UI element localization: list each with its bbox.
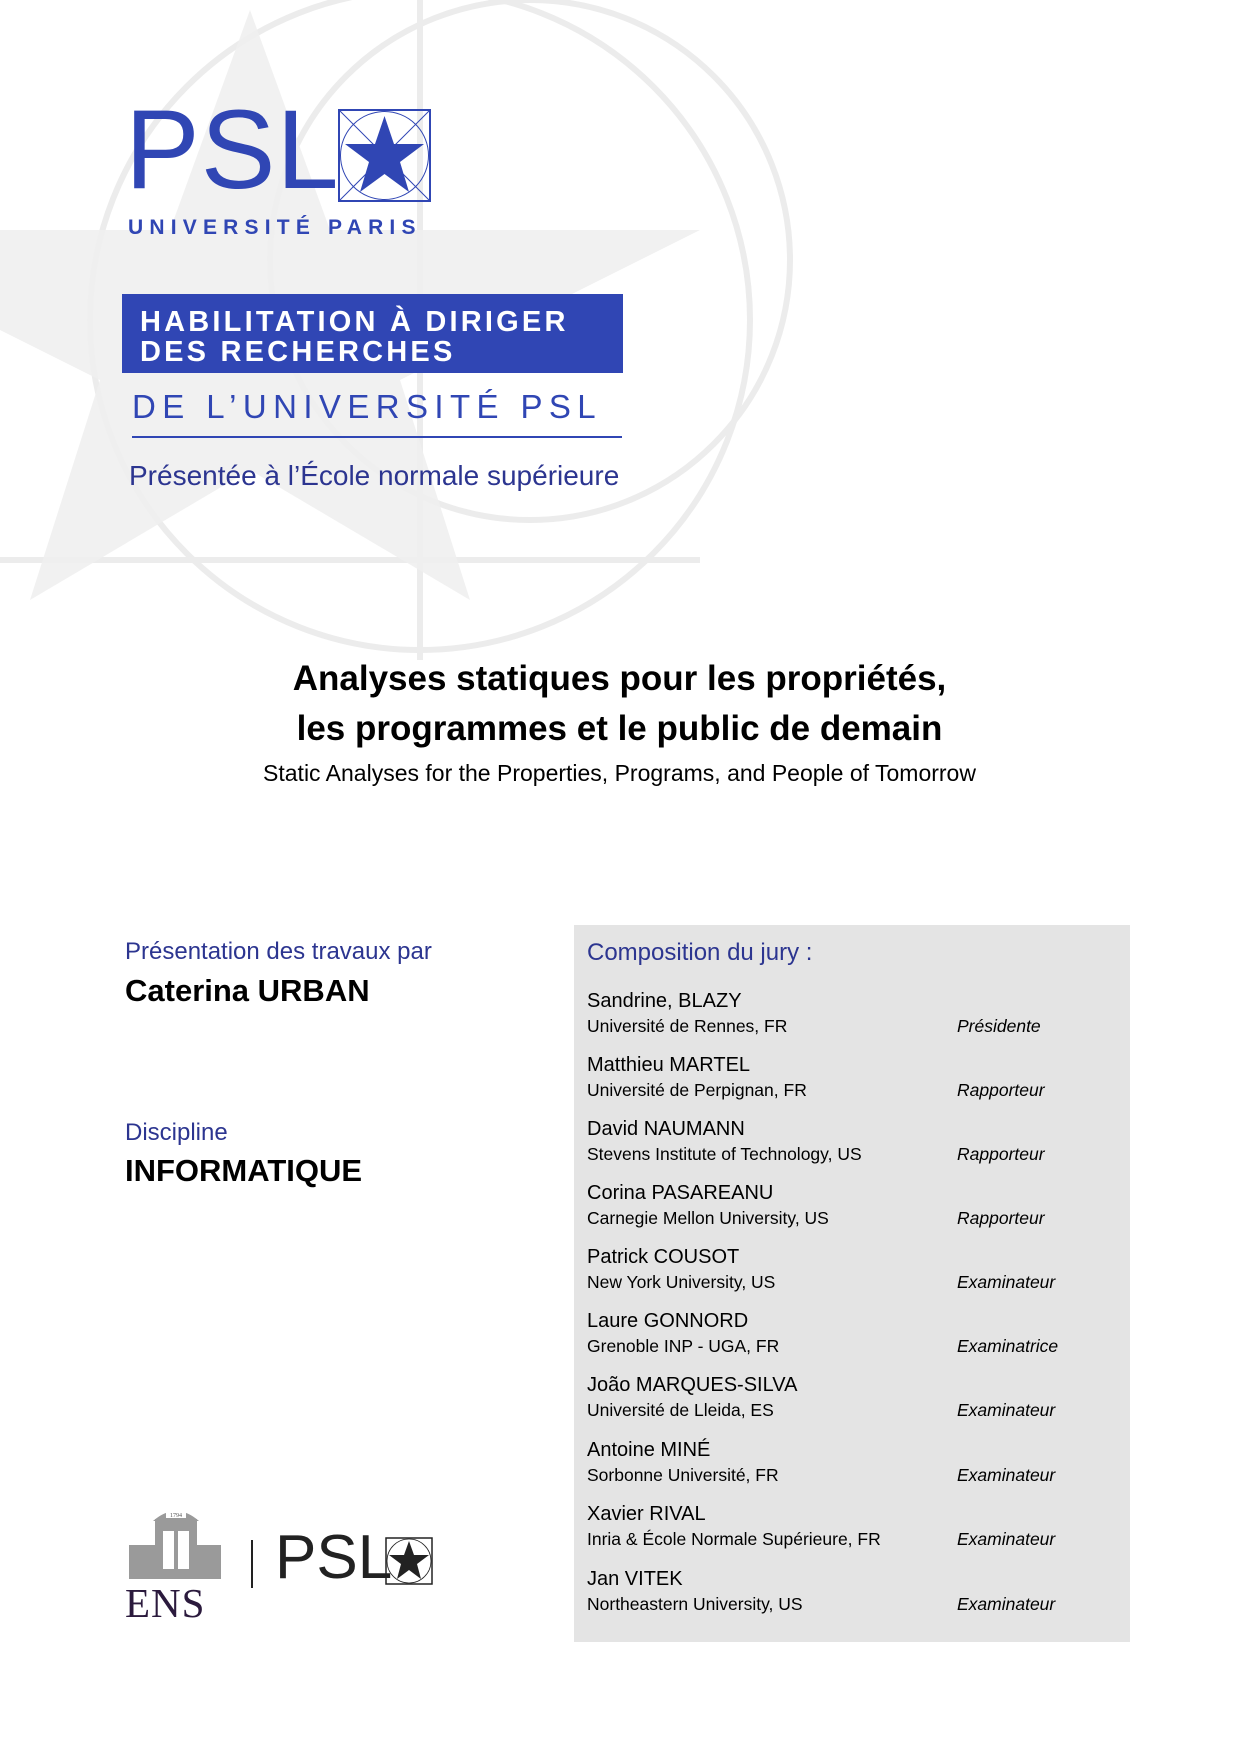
jury-member-affiliation: Université de Lleida, ES xyxy=(587,1400,774,1420)
hdr-banner xyxy=(122,294,623,373)
jury-member xyxy=(587,1440,1127,1504)
jury-member-affiliation: Northeastern University, US xyxy=(587,1594,803,1614)
jury-title: Composition du jury : xyxy=(587,939,813,966)
jury-member-name: Patrick COUSOT xyxy=(587,1246,740,1268)
jury-member xyxy=(587,1504,1127,1568)
jury-member-name: Antoine MINÉ xyxy=(587,1439,711,1461)
author-name: Caterina URBAN xyxy=(125,973,370,1008)
psl-university-logo xyxy=(125,87,435,239)
jury-member xyxy=(587,1183,1127,1247)
ens-building-icon xyxy=(125,1505,225,1583)
jury-member-role: Examinateur xyxy=(957,1400,1056,1420)
jury-member-role: Examinatrice xyxy=(957,1336,1059,1356)
divider xyxy=(132,436,622,438)
jury-member xyxy=(587,1569,1127,1633)
jury-member-role: Examinateur xyxy=(957,1272,1056,1292)
hdr-line-2: DES RECHERCHES xyxy=(140,336,456,368)
thesis-title-line-2: les programmes et le public de demain xyxy=(296,709,943,748)
jury-member-name: David NAUMANN xyxy=(587,1118,745,1140)
jury-member-role: Rapporteur xyxy=(957,1080,1045,1100)
psl-subtitle: UNIVERSITÉ PARIS xyxy=(128,216,422,239)
jury-member-name: Matthieu MARTEL xyxy=(587,1054,751,1076)
discipline-value: INFORMATIQUE xyxy=(125,1153,363,1188)
psl-footer-wordmark: PSL xyxy=(275,1523,393,1592)
jury-member-affiliation: Université de Perpignan, FR xyxy=(587,1080,807,1100)
hdr-line-1: HABILITATION À DIRIGER xyxy=(140,306,569,338)
jury-member-affiliation: Sorbonne Université, FR xyxy=(587,1465,779,1485)
jury-member-role: Examinateur xyxy=(957,1465,1056,1485)
jury-member-name: Sandrine, BLAZY xyxy=(587,990,742,1012)
jury-member xyxy=(587,1055,1127,1119)
jury-member xyxy=(587,1311,1127,1375)
jury-panel xyxy=(574,925,1130,1642)
jury-member xyxy=(587,991,1127,1055)
jury-member-affiliation: Stevens Institute of Technology, US xyxy=(587,1144,862,1164)
presented-at: Présentée à l’École normale supérieure xyxy=(129,460,620,491)
ens-wordmark: ENS xyxy=(125,1580,206,1626)
psl-wordmark: PSL xyxy=(125,87,340,212)
jury-member-role: Présidente xyxy=(957,1016,1041,1036)
jury-member-affiliation: Université de Rennes, FR xyxy=(587,1016,788,1036)
jury-member-affiliation: Grenoble INP - UGA, FR xyxy=(587,1336,780,1356)
jury-member-name: Jan VITEK xyxy=(587,1568,683,1590)
thesis-subtitle: Static Analyses for the Properties, Programs, and People of Tomorrow xyxy=(263,760,976,786)
hdr-university: DE L’UNIVERSITÉ PSL xyxy=(132,388,603,425)
jury-member-name: Xavier RIVAL xyxy=(587,1503,706,1525)
ens-year: 1794 xyxy=(170,1513,182,1519)
author-label: Présentation des travaux par xyxy=(125,938,432,965)
jury-member-name: João MARQUES-SILVA xyxy=(587,1374,798,1396)
jury-member-role: Examinateur xyxy=(957,1594,1056,1614)
jury-member-affiliation: New York University, US xyxy=(587,1272,776,1292)
jury-member-affiliation: Carnegie Mellon University, US xyxy=(587,1208,829,1228)
psl-footer-star-icon xyxy=(385,1537,433,1585)
jury-member-name: Corina PASAREANU xyxy=(587,1182,774,1204)
jury-member-role: Examinateur xyxy=(957,1529,1056,1549)
thesis-title-line-1: Analyses statiques pour les propriétés, xyxy=(292,659,947,698)
divider xyxy=(251,1540,253,1588)
jury-member-role: Rapporteur xyxy=(957,1144,1045,1164)
jury-member xyxy=(587,1119,1127,1183)
jury-member xyxy=(587,1375,1127,1439)
discipline-label: Discipline xyxy=(125,1119,228,1146)
jury-member xyxy=(587,1247,1127,1311)
jury-member-name: Laure GONNORD xyxy=(587,1310,749,1332)
psl-star-icon xyxy=(337,108,432,203)
jury-member-role: Rapporteur xyxy=(957,1208,1045,1228)
jury-member-affiliation: Inria & École Normale Supérieure, FR xyxy=(587,1529,881,1549)
